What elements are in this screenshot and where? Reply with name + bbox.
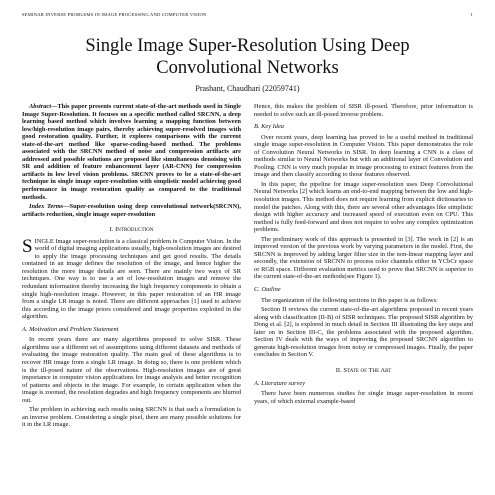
abstract bbox=[22, 103, 241, 201]
index-terms bbox=[22, 203, 241, 218]
motivation-paragraph-1: In recent years there are many algorithms proposed to solve SISR. These algorithms use a different set of assumptions using different datasets and methods of evaluating the image restoration quality. The main goal of these algorithms is to recover HR image from a single LR image. In doing so, there is one problem which is the ill-posed nature of the observations. High-resolution images are of great importance in computer vision applications for image analysis and better recognition of patterns and objects in the image. For example, in certain application when the image is zoomed, the resolution degrades and high frequency components are blurred out. bbox=[22, 336, 241, 404]
intro-text: INGLE Image super-resolution is a classical problem in Computer Vision. In the world of digital imaging applications usually, high-resolution images are desired to apply the image processing techniques and get good results. The details contained in an image defines the resolution of the image, and hence higher the resolution the more image details are seen. There are mainly two ways of SR techniques. One way is to use a set of low-resolution images and remove the redundant information thereby increasing the high frequency components to obtain a single high-resolution image. However, in this paper restoration of an HR image from a single LR image is noted. There are different approaches [1] used to achieve this according to the image priors considered and image properties exploited in the algorithm. bbox=[22, 237, 241, 321]
subsection-heading-key-idea: B. Key Idea bbox=[254, 123, 284, 131]
outline-paragraph-1: The organization of the following sections in this paper is as follows: bbox=[261, 296, 438, 304]
subsection-heading-motivation: A. Motivation and Problem Statement bbox=[22, 325, 119, 333]
index-terms-label: Index Terms bbox=[29, 203, 64, 211]
index-terms-text: —Super-resolution using deep convolutional network(SRCNN), artifacts reduction, single image super-resolution bbox=[22, 203, 241, 218]
left-column bbox=[22, 103, 241, 431]
page-number: 1 bbox=[470, 12, 473, 17]
section-heading-state-of-the-art: II. State of The Art bbox=[335, 366, 392, 374]
running-title: SEMINAR INVERSE PROBLEMS IN IMAGE PROCESSING AND COMPUTER VISION bbox=[22, 12, 207, 17]
key-idea-paragraph-1: Over recent years, deep learning has proved to be a useful method in traditional single image super-resolution in Computer Vision. This paper demonstrates the role of Convolution Neural Networks in SISR. In deep learning a CNN is a class of methods similar to Neural Networks but with an additional layer of Convolution and Pooling. CNN is very much popular in image processing to extract features from the image and then classify according to those features observed. bbox=[254, 133, 473, 179]
motivation-paragraph-2: The problem in achieving such results using SRCNN is that such a formulation is an inverse problem. Considering a single pixel, there are many possible solutions for it in the LR image. bbox=[22, 406, 241, 429]
intro-paragraph bbox=[22, 235, 241, 321]
abstract-label: Abstract bbox=[29, 103, 52, 110]
subsection-heading-literature-survey: A. Literature survey bbox=[254, 379, 306, 387]
two-column-body bbox=[22, 103, 473, 431]
drop-cap: S bbox=[22, 235, 33, 257]
motivation-continued: Hence, this makes the problem of SISR ill-posed. Therefore, prior information is needed to solve such an ill-posed inverse problem. bbox=[254, 103, 473, 118]
abstract-text: —This paper presents current state-of-the-art methods used in Single Image Super-Resolution. It focuses on a specific method called SRCNN, a deep learning based method which involves learning a mapping function between low/high-resolution image pairs, thereby achieving super-resolved images with good restoration quality. Further, it explores comparisons with the current state-of-the-art method like sparse-coding-based method. The problems associated with the SRCNN method of noise and compression artifacts are addressed and possible solutions are proposed like simultaneous denoising with SR and addition of feature enhancement layer (AR-CNN) for compression artifacts in low level vision problems. SRCNN proves to be a state-of-the-art technique in single image super-resolution with simplistic model achieving good performance in image restoration quality as compared to the traditional methods. bbox=[22, 103, 241, 201]
key-idea-paragraph-3: The preliminary work of this approach is presented in [3]. The work in [2] is an improved version of the previous work by varying parameters in the model. First, the SRCNN is improved by adding larger filter size in the non-linear mapping layer and secondly, the extension of SRCNN to process color channels either in YCbCr space or RGB space. Different evaluation metrics used to prove that SRCNN is superior to the current state-of-the-art methods(see Figure 1). bbox=[254, 235, 473, 281]
key-idea-paragraph-2: In this paper, the pipeline for image super-resolution uses Deep Convolutional Neural Networks [2] which learns an end-to-end mapping between the low and high-resolution images. This method does not require learning from explicit dictionaries to model the patches. Along with this, there are several other advantages like simplistic design with higher accuracy and increased speed of execution even on CPU. This method is fully feed-forward and does not require to solve any complex optimization problems. bbox=[254, 180, 473, 234]
subsection-heading-outline: C. Outline bbox=[254, 286, 281, 294]
paper-title: Single Image Super-Resolution Using Deep Convolutional Networks bbox=[85, 36, 410, 78]
right-column bbox=[254, 103, 473, 431]
section-heading-introduction: I. Introduction bbox=[109, 226, 154, 234]
literature-survey-paragraph: There have been numerous studies for single image super-resolution in recent years, of which external example-based bbox=[254, 390, 473, 405]
outline-paragraph-2: Section II reviews the current state-of-the-art algorithms proposed in recent years along with classification (II-B) of SISR techniques. The proposed SISR algorithm by Dong et al. [2], is explored in much detail in Section III illustrating the key steps and later on in Section III-C, the problems associated with the proposed algorithm. Section IV deals with the ways of improving the proposed SRCNN algorithm to generate high-resolution images from noisy or compressed images. Finally, the paper concludes in Section V. bbox=[254, 306, 473, 359]
running-header bbox=[22, 12, 473, 17]
paper-author: Prashant, Chaudhari (22059741) bbox=[195, 84, 300, 93]
